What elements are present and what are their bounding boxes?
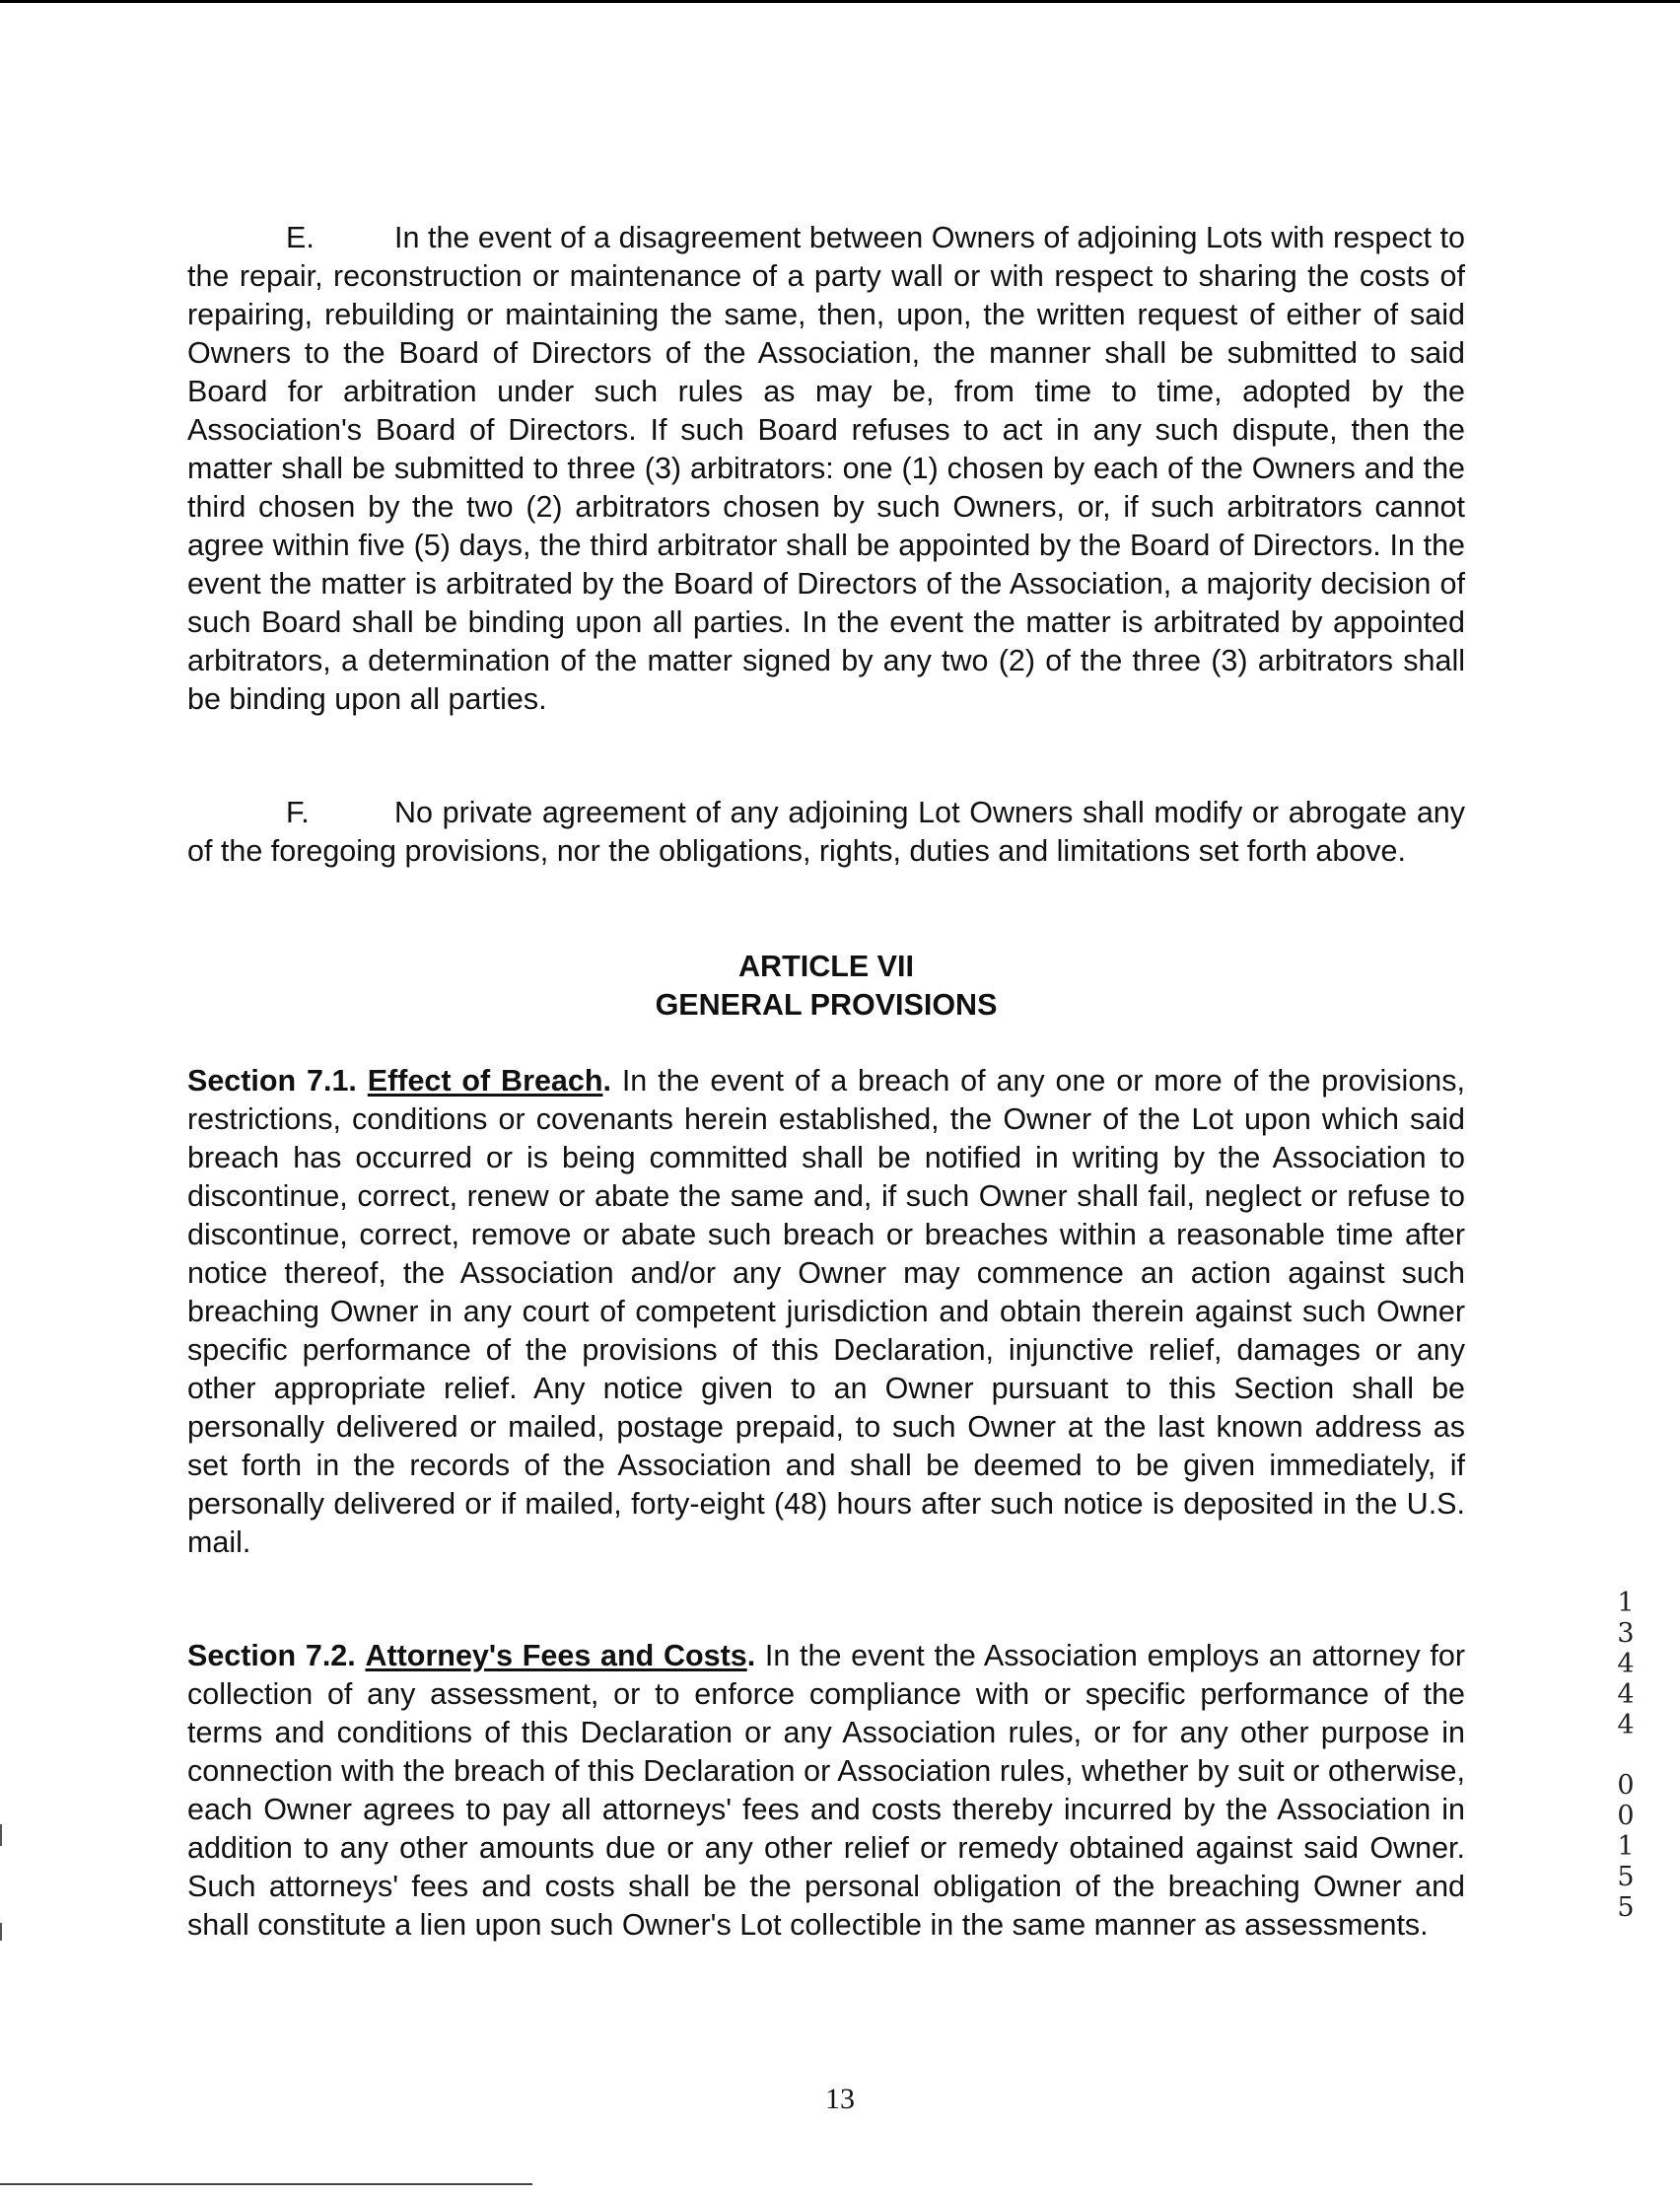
top-scan-border bbox=[0, 0, 1680, 3]
paragraph-e-text: In the event of a disagreement between Owners of adjoining Lots with respect to the repair, reconstruction or maintenance of a party wall or with respect to sharing the costs of repairing, rebuilding or maintaining the same, then, upon, the written request of either of said Owners to the Board of Directors of the Association, the manner shall be submitted to said Board for arbitration under such rules as may be, from time to time, adopted by the Association's Board of Directors. If such Board refuses to act in any such dispute, then the matter shall be submitted to three (3) arbitrators: one (1) chosen by each of the Owners and the third chosen by the two (2) arbitrators chosen by such Owners, or, if such arbitrators cannot agree within five (5) days, the third arbitrator shall be appointed by the Board of Directors. In the event the matter is arbitrated by the Board of Directors of the Association, a majority decision of such Board shall be binding upon all parties. In the event the matter is arbitrated by appointed arbitrators, a determination of the matter signed by any two (2) of the three (3) arbitrators shall be binding upon all parties. bbox=[187, 221, 1465, 716]
section-7-1-title-end: . bbox=[602, 1064, 611, 1098]
paragraph-f bbox=[187, 794, 1465, 871]
paragraph-e-label: E. bbox=[286, 221, 315, 254]
left-scan-mark bbox=[0, 1824, 2, 1846]
section-7-2-text: In the event the Association employs an attorney for collection of any assessment, or to enforce compliance with or specific performance of the terms and conditions of this Declaration or any Association rules, or for any other purpose in connection with the breach of this Declaration or Association rules, whether by suit or otherwise, each Owner agrees to pay all attorneys' fees and costs thereby incurred by the Association in addition to any other amounts due or any other relief or remedy obtained against said Owner. Such attorneys' fees and costs shall be the personal obligation of the breaching Owner and shall constitute a lien upon such Owner's Lot collectible in the same manner as assessments. bbox=[187, 1639, 1465, 1942]
paragraph-f-label: F. bbox=[286, 796, 310, 829]
stamp-page-number: 00155 bbox=[1617, 1770, 1635, 1923]
section-7-1-text: In the event of a breach of any one or more of the provisions, restrictions, conditions or covenants herein established, the Owner of the Lot upon which said breach has occurred or is being committed shall be notified in writing by the Association to discontinue, correct, renew or abate the same and, if such Owner shall fail, neglect or refuse to discontinue, correct, remove or abate such breach or breaches within a reasonable time after notice thereof, the Association and/or any Owner may commence an action against such breaching Owner in any court of competent jurisdiction and obtain therein against such Owner specific performance of the provisions of this Declaration, injunctive relief, damages or any other appropriate relief. Any notice given to an Owner pursuant to this Section shall be personally delivered or mailed, postage prepaid, to such Owner at the last known address as set forth in the records of the Association and shall be deemed to be given immediately, if personally delivered or if mailed, forty-eight (48) hours after such notice is deposited in the U.S. mail. bbox=[187, 1064, 1465, 1559]
article-title: GENERAL PROVISIONS bbox=[655, 988, 998, 1022]
left-scan-mark bbox=[0, 1923, 2, 1941]
stamp-book-number: 13444 bbox=[1617, 1588, 1635, 1740]
section-7-2-title: Attorney's Fees and Costs bbox=[365, 1639, 747, 1672]
recording-stamp bbox=[1611, 1588, 1641, 1923]
section-7-2 bbox=[187, 1637, 1465, 1945]
paragraph-e bbox=[187, 219, 1465, 719]
section-7-1-title: Effect of Breach bbox=[367, 1064, 603, 1098]
bottom-scan-mark bbox=[0, 2183, 532, 2185]
section-7-2-label: Section 7.2. bbox=[187, 1639, 356, 1672]
section-7-1 bbox=[187, 1062, 1465, 1562]
page-number: 13 bbox=[825, 2083, 855, 2115]
article-heading bbox=[187, 948, 1465, 1025]
article-number: ARTICLE VII bbox=[738, 950, 914, 983]
section-7-2-title-end: . bbox=[746, 1639, 756, 1672]
paragraph-f-text: No private agreement of any adjoining Lot Owners shall modify or abrogate any of the foregoing provisions, nor the obligations, rights, duties and limitations set forth above. bbox=[187, 796, 1465, 868]
section-7-1-label: Section 7.1. bbox=[187, 1064, 357, 1098]
